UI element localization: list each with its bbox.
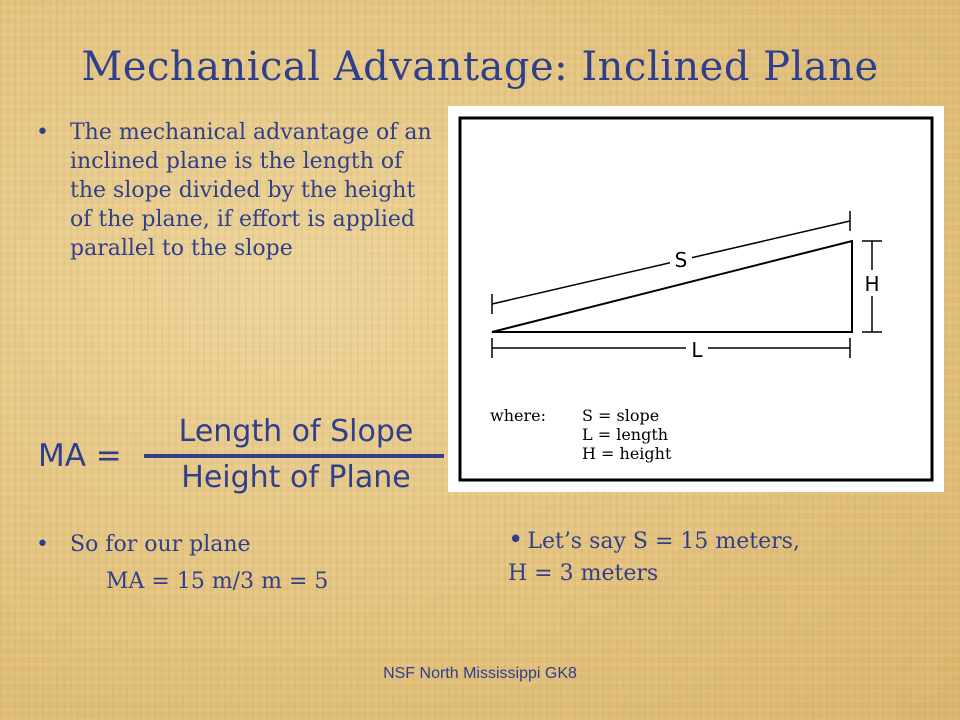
diagram-svg bbox=[448, 106, 944, 492]
legend-where: where: bbox=[490, 406, 546, 425]
givens-text-1: Let’s say S = 15 meters, bbox=[527, 529, 800, 554]
legend-height: H = height bbox=[582, 444, 672, 463]
bullet-list bbox=[34, 118, 434, 263]
givens-line-2: H = 3 meters bbox=[508, 561, 659, 586]
fraction-bar bbox=[144, 454, 444, 458]
givens-note bbox=[508, 524, 928, 590]
formula-denominator: Height of Plane bbox=[181, 460, 411, 495]
result-bullet: • So for our plane bbox=[34, 530, 454, 560]
bullet-dot-icon: • bbox=[508, 525, 524, 555]
legend-length: L = length bbox=[582, 425, 669, 444]
diagram-frame bbox=[460, 118, 932, 480]
slope-label: S bbox=[674, 248, 688, 272]
inclined-plane-diagram bbox=[448, 106, 944, 492]
ma-formula bbox=[36, 412, 446, 502]
slide-title: Mechanical Advantage: Inclined Plane bbox=[81, 44, 879, 90]
length-label: L bbox=[691, 338, 703, 362]
definition-bullet: • The mechanical advantage of an inclined plane is the length of the slope divided by the height of the plane, if effort is applied parallel to the slope bbox=[34, 118, 434, 263]
height-label: H bbox=[864, 272, 880, 296]
givens-line-1 bbox=[508, 524, 928, 558]
formula-lhs: MA = bbox=[38, 438, 122, 474]
formula-numerator: Length of Slope bbox=[178, 414, 414, 449]
legend-slope: S = slope bbox=[582, 406, 660, 425]
slide-footer: NSF North Mississippi GK8 bbox=[383, 665, 577, 682]
result-equation: MA = 15 m/3 m = 5 bbox=[106, 569, 329, 594]
result-section bbox=[34, 530, 454, 604]
